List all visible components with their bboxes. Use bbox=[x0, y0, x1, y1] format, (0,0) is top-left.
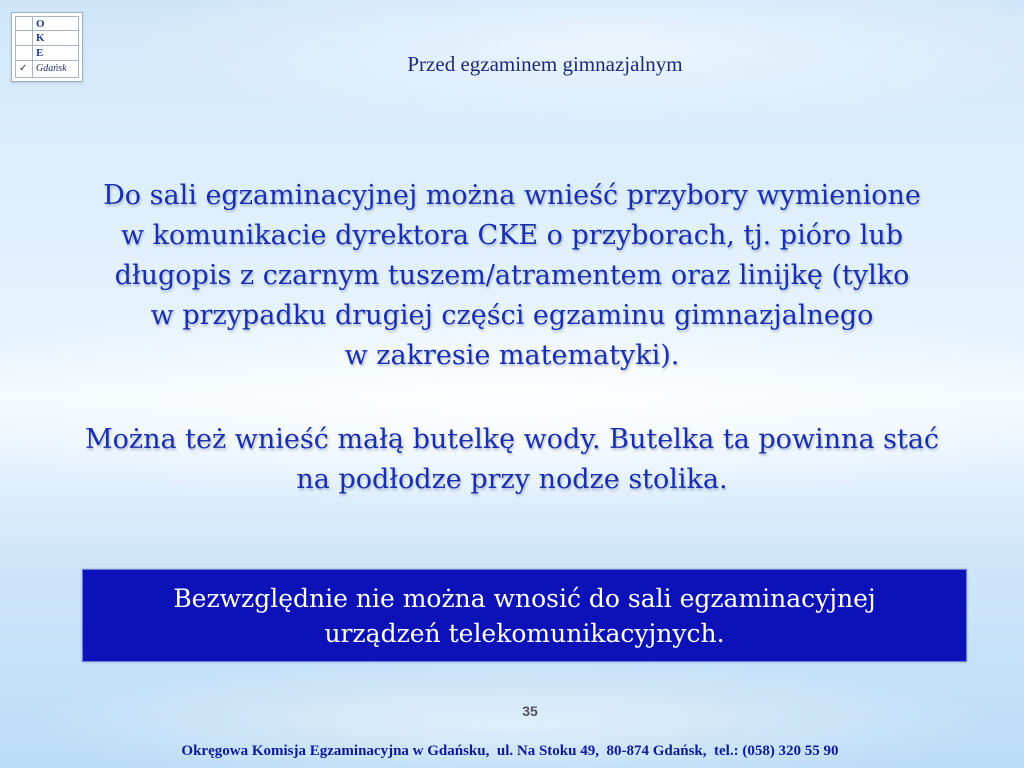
oke-gdansk-logo bbox=[11, 12, 83, 82]
paragraph-line: Do sali egzaminacyjnej można wnieść przybory wymienione bbox=[103, 180, 921, 211]
logo-city: Gdańsk bbox=[33, 61, 79, 78]
paragraph-line: długopis z czarnym tuszem/atramentem oraz linijkę (tylko bbox=[114, 260, 910, 291]
footer-contact-info: Okręgowa Komisja Egzaminacyjna w Gdańsku, ul. Na Stoku 49, 80-874 Gdańsk, tel.: (058) 320 55 90 bbox=[181, 743, 839, 759]
paragraph-line: w przypadku drugiej części egzaminu gimnazjalnego bbox=[150, 300, 874, 331]
logo-empty-cell bbox=[15, 16, 33, 31]
page-number: 35 bbox=[522, 703, 538, 719]
warning-line: urządzeń telekomunikacyjnych. bbox=[324, 618, 725, 648]
logo-empty-cell bbox=[15, 46, 33, 61]
logo-grid bbox=[15, 16, 79, 78]
paragraph-line: w zakresie matematyki). bbox=[344, 340, 680, 371]
paragraph-line: na podłodze przy nodze stolika. bbox=[296, 464, 728, 495]
water-bottle-paragraph bbox=[30, 420, 994, 500]
logo-letter-o: O bbox=[33, 16, 79, 31]
logo-letter-k: K bbox=[33, 31, 79, 46]
allowed-items-paragraph bbox=[30, 176, 994, 376]
paragraph-line: Można też wnieść małą butelkę wody. Butelka ta powinna stać bbox=[84, 424, 940, 455]
warning-line: Bezwzględnie nie można wnosić do sali egzaminacyjnej bbox=[173, 583, 876, 613]
logo-check-icon: ✓ bbox=[15, 61, 33, 78]
paragraph-line: w komunikacie dyrektora CKE o przyborach, tj. pióro lub bbox=[120, 220, 904, 251]
logo-letter-e: E bbox=[33, 46, 79, 61]
logo-empty-cell bbox=[15, 31, 33, 46]
telecom-warning-box bbox=[82, 569, 967, 662]
slide-header-title: Przed egzaminem gimnazjalnym bbox=[407, 52, 683, 76]
